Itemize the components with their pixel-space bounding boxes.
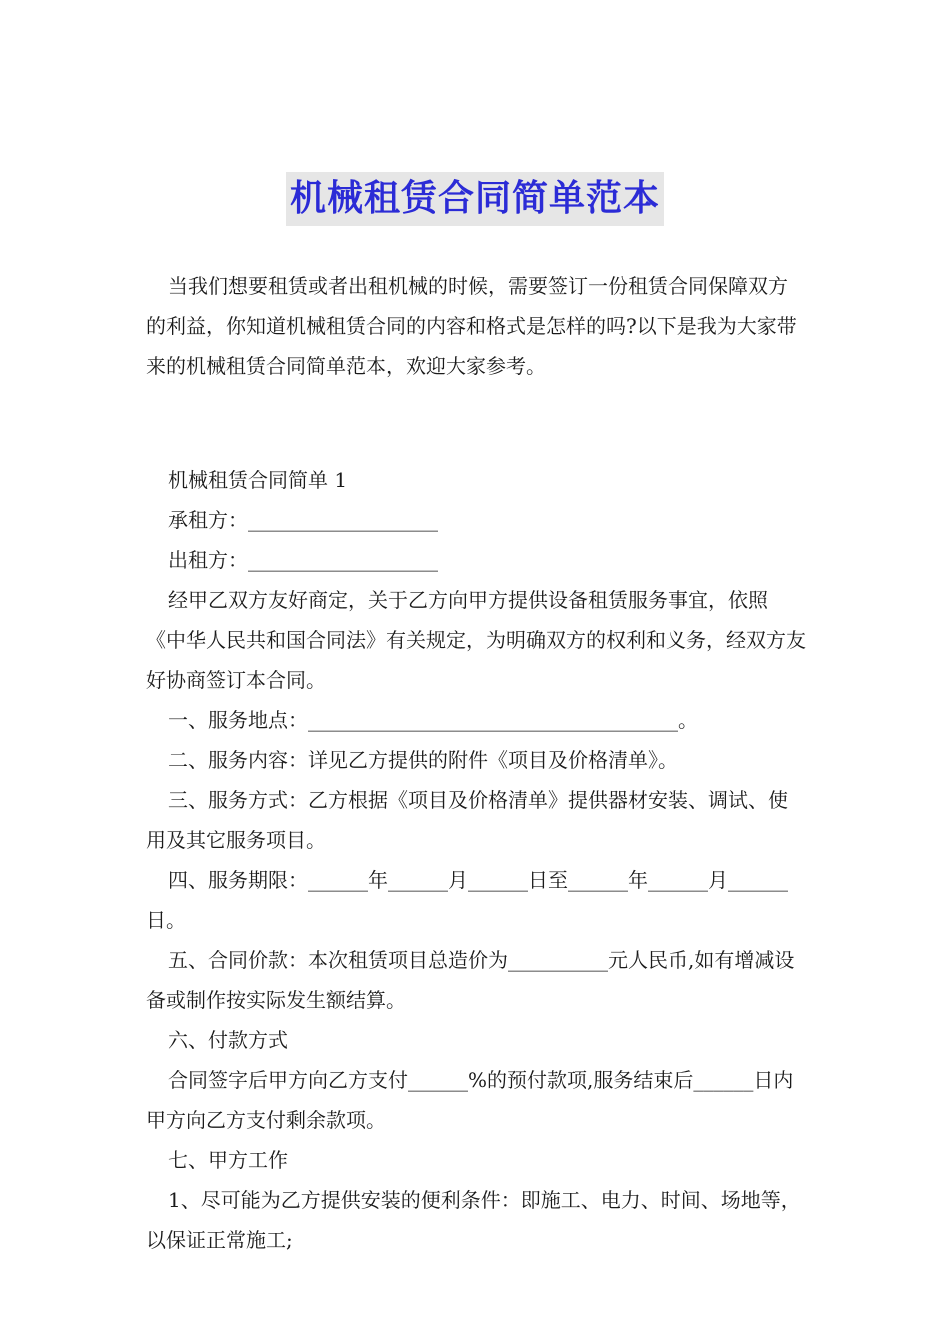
clause-service-location: 一、服务地点：_____________________________________。 [168, 708, 698, 732]
clause-service-content: 二、服务内容：详见乙方提供的附件《项目及价格清单》。 [168, 748, 678, 772]
clause-contract-price: 五、合同价款：本次租赁项目总造价为__________元人民币,如有增减设备或制作按实际发生额结算。 [146, 948, 795, 1012]
preamble-paragraph: 经甲乙双方友好商定，关于乙方向甲方提供设备租赁服务事宜，依照《中华人民共和国合同法》有关规定，为明确双方的权利和义务，经双方友好协商签订本合同。 [146, 588, 806, 692]
title-container [0, 172, 950, 226]
clause-payment-detail: 合同签字后甲方向乙方支付______%的预付款项,服务结束后______日内甲方向乙方支付剩余款项。 [146, 1068, 794, 1132]
contract-heading: 机械租赁合同简单 1 [168, 468, 348, 492]
lessee-line: 承租方：___________________ [168, 508, 438, 532]
document-title: 机械租赁合同简单范本 [286, 172, 664, 226]
clause-party-a-item-1: 1、尽可能为乙方提供安装的便利条件：即施工、电力、时间、场地等，以保证正常施工; [146, 1188, 801, 1252]
lessor-line: 出租方：___________________ [168, 548, 438, 572]
clause-service-method: 三、服务方式：乙方根据《项目及价格清单》提供器材安装、调试、使用及其它服务项目。 [146, 788, 788, 852]
clause-party-a-heading: 七、甲方工作 [168, 1148, 288, 1172]
intro-paragraph: 当我们想要租赁或者出租机械的时候，需要签订一份租赁合同保障双方的利益，你知道机械租赁合同的内容和格式是怎样的吗?以下是我为大家带来的机械租赁合同简单范本，欢迎大家参考。 [146, 274, 797, 378]
document-body [146, 266, 806, 1260]
clause-service-period: 四、服务期限：______年______月______日至______年______月______日。 [146, 868, 788, 932]
clause-payment-heading: 六、付款方式 [168, 1028, 288, 1052]
